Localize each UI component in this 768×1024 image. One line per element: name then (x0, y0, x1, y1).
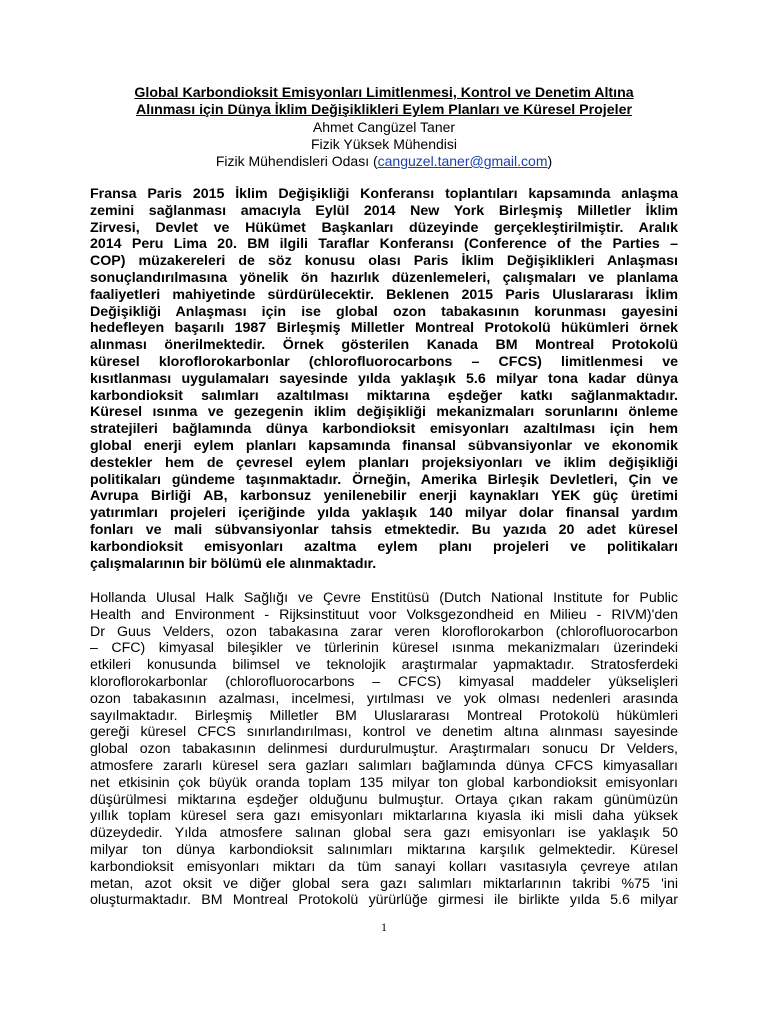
body-line: net etkisinin çok büyük oranda toplam 135 milyar ton global karbondioksit emisyonları (90, 774, 678, 791)
abstract-line: Avrupa Birliği AB, karbonsuz yenilenebilir enerji kaynakları YEK güç üretimi (90, 488, 678, 505)
abstract-line: Değişikliği Anlaşması için ise global ozon tabakasının korunması gayesini (90, 303, 678, 320)
author-name: Ahmet Cangüzel Taner (312, 119, 456, 135)
body-line: metan, azot oksit ve diğer global sera gazı salımları miktarlarının takribi %75 'ini (90, 875, 678, 892)
abstract-line: global enerji eylem planları kapsamında finansal sübvansiyonlar ve ekonomik (90, 437, 678, 454)
body-line: yıllık toplam küresel sera gazı emisyonları miktarlarına kıyasla iki misli daha yüksek (90, 808, 678, 825)
abstract-line: Küresel ısınma ve gezegenin iklim değişikliği mekanizmaları sorunlarını önleme (90, 404, 678, 421)
abstract-line: COP) müzakereleri de söz konusu olası Paris İklim Değişiklikleri Anlaşması (90, 253, 678, 270)
abstract-line: faaliyetleri mahiyetinde sürdürülecektir. Beklenen 2015 Paris Uluslararası İklim (90, 286, 678, 303)
body-line: sayılmaktadır. Birleşmiş Milletler BM Uluslararası Montreal Protokolü hükümleri (90, 707, 678, 724)
abstract-line: destekler hem de çevresel eylem planları projeksiyonları ve iklim değişikliği (90, 454, 678, 471)
abstract-line: karbondioksit emisyonları azaltma eylem planı projeleri ve politikaları (90, 538, 678, 555)
body-line: – CFC) kimyasal bileşikler ve türlerinin küresel ısınma mekanizmaları üzerindeki (90, 640, 678, 657)
abstract-line: çalışmalarının bir bölümü ele alınmaktadır. (90, 555, 377, 572)
abstract-paragraph (90, 186, 678, 572)
author-affiliation (90, 153, 678, 170)
body-line: global ozon tabakasının delinmesi durdurulmuştur. Araştırmaları sonucu Dr Velders, (90, 741, 678, 758)
page-number: 1 (381, 920, 387, 934)
body-line: atmosfere zararlı küresel sera gazları salımları bağlamında dünya CFCS kimyasalları (90, 757, 678, 774)
body-line: Dr Guus Velders, ozon tabakasına zarar veren kloroflorokarbon (chlorofluorocarbon (90, 623, 678, 640)
body-line: Health and Environment - Rijksinstituut voor Volksgezondheid en Milieu - RIVM)'den (90, 606, 678, 623)
abstract-line: kısıtlanması uygulamaları sayesinde yılda yaklaşık 5.6 milyar tona kadar dünya (90, 370, 678, 387)
body-line: düzeydedir. Yılda atmosfere salınan global sera gazı emisyonları ise yaklaşık 50 (90, 825, 678, 842)
abstract-line: sonuçlandırılmasına yönelik ön hazırlık düzenlemeleri, çalışmaları ve planlama (90, 269, 678, 286)
abstract-line: Fransa Paris 2015 İklim Değişikliği Konferansı toplantıları kapsamında anlaşma (90, 186, 678, 202)
body-line: Hollanda Ulusal Halk Sağlığı ve Çevre Enstitüsü (Dutch National Institute for Public (90, 590, 678, 606)
affiliation-text: Fizik Mühendisleri Odası ( (215, 153, 378, 169)
document-header (90, 85, 678, 170)
abstract-line: Zirvesi, Devlet ve Hükümet Başkanları düzeyinde gerçekleştirilmiştir. Aralık (90, 219, 678, 236)
abstract-line: küresel kloroflorokarbonlar (chlorofluorocarbons – CFCS) limitlenmesi ve (90, 353, 678, 370)
author-role: Fizik Yüksek Mühendisi (310, 136, 458, 152)
abstract-line: politikaları gündeme taşınmaktadır. Örneğin, Amerika Birleşik Devletleri, Çin ve (90, 471, 678, 488)
abstract-line: 2014 Peru Lima 20. BM ilgili Taraflar Konferansı (Conference of the Parties – (90, 236, 678, 253)
affiliation-close: ) (547, 153, 553, 169)
abstract-line: stratejileri bağlamında dünya karbondioksit emisyonları azaltılması için hem (90, 421, 678, 438)
body-line: gereği küresel CFCS sınırlandırılması, kontrol ve denetim altına alınması sayesinde (90, 724, 678, 741)
title-line-1: Global Karbondioksit Emisyonları Limitlenmesi, Kontrol ve Denetim Altına (134, 85, 634, 101)
body-line: oluşturmaktadır. BM Montreal Protokolü yürürlüğe girmesi ile birlikte yılda 5.6 milyar (90, 892, 678, 909)
abstract-line: alınması önerilmektedir. Örnek gösterilen Kanada BM Montreal Protokolü (90, 337, 678, 354)
abstract-line: yatırımları projeleri içeriğinde yılda yaklaşık 140 milyar dolar finansal yardım (90, 505, 678, 522)
email-link[interactable]: canguzel.taner@gmail.com (377, 153, 548, 169)
abstract-line: zemini sağlanması amacıyla Eylül 2014 New York Birleşmiş Milletler İklim (90, 202, 678, 219)
abstract-line: karbondioksit salımları azaltılması miktarına eşdeğer katkı sağlanmaktadır. (90, 387, 678, 404)
body-paragraph (90, 590, 678, 909)
body-line: karbondioksit emisyonları miktarı da tüm sanayi kolları vasıtasıyla çevreye atılan (90, 858, 678, 875)
title-line-2: Alınması için Dünya İklim Değişiklikleri Eylem Planları ve Küresel Projeler (136, 102, 632, 118)
body-line: kloroflorokarbonlar (chlorofluorocarbons – CFCS) kimyasal maddeler yükselişleri (90, 673, 678, 690)
abstract-line: fonları ve mali sübvansiyonlar tahsis etmektedir. Bu yazıda 20 adet küresel (90, 521, 678, 538)
abstract-line: hedefleyen başarılı 1987 Birleşmiş Milletler Montreal Protokolü hükümleri örnek (90, 320, 678, 337)
body-line: milyar ton dünya karbondioksit salınımları miktarına karşılık gelmektedir. Küresel (90, 841, 678, 858)
body-line: düşürülmesi miktarına eşdeğer olduğunu bulmuştur. Ortaya çıkan rakam günümüzün (90, 791, 678, 808)
body-line: etkileri konusunda bilimsel ve teknolojik araştırmalar yapmaktadır. Stratosferdeki (90, 657, 678, 674)
body-line: ozon tabakasının azalması, incelmesi, yırtılması ve yok olması nedenleri arasında (90, 690, 678, 707)
